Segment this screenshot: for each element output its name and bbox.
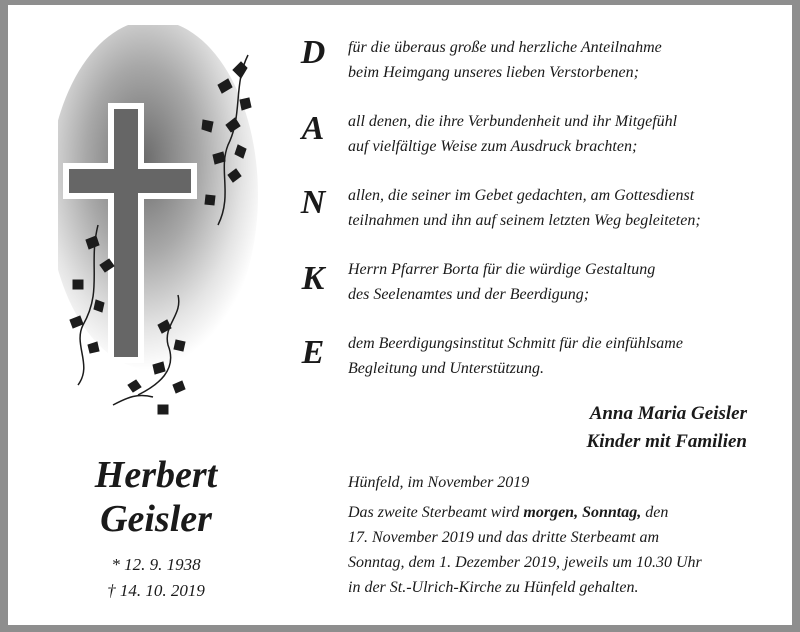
death-date: † 14. 10. 2019 xyxy=(107,581,205,600)
danke-paragraph-e xyxy=(348,331,788,381)
birth-date: * 12. 9. 1938 xyxy=(111,555,201,574)
deceased-first-name: Herbert xyxy=(94,454,218,496)
cross-ivy-illustration xyxy=(58,25,288,435)
danke-paragraph-d xyxy=(348,35,788,85)
signature-name: Anna Maria Geisler xyxy=(589,403,747,424)
notice-highlight: morgen, Sonntag, xyxy=(523,504,642,521)
danke-letter-e: E xyxy=(301,334,325,371)
notice-text: den xyxy=(641,504,669,521)
paragraph-line: Herrn Pfarrer Borta für die würdige Gestaltung xyxy=(348,261,656,278)
deceased-last-name: Geisler xyxy=(100,498,212,540)
service-notice xyxy=(348,500,788,600)
paragraph-line: dem Beerdigungsinstitut Schmitt für die einfühlsame xyxy=(348,335,683,352)
paragraph-line: teilnahmen und ihn auf seinem letzten Weg begleiteten; xyxy=(348,212,701,229)
paragraph-line: des Seelenamtes und der Beerdigung; xyxy=(348,286,590,303)
place-date: Hünfeld, im November 2019 xyxy=(348,474,530,491)
danke-letter-k: K xyxy=(301,260,325,297)
signature-family: Kinder mit Familien xyxy=(586,431,747,452)
paragraph-line: auf vielfältige Weise zum Ausdruck brachten; xyxy=(348,138,638,155)
danke-letter-n: N xyxy=(300,184,326,221)
danke-paragraph-k xyxy=(348,257,788,307)
notice-line xyxy=(348,500,788,525)
danke-letter-a: A xyxy=(301,110,325,147)
paragraph-line: beim Heimgang unseres lieben Verstorbenen; xyxy=(348,64,639,81)
danke-letter-d: D xyxy=(300,34,326,71)
notice-line: 17. November 2019 und das dritte Sterbeamt am xyxy=(348,529,660,546)
paragraph-line: all denen, die ihre Verbundenheit und ihr Mitgefühl xyxy=(348,113,678,130)
danke-paragraph-a xyxy=(348,109,788,159)
paragraph-line: Begleitung und Unterstützung. xyxy=(348,360,544,377)
notice-line: in der St.-Ulrich-Kirche zu Hünfeld gehalten. xyxy=(348,579,639,596)
paragraph-line: allen, die seiner im Gebet gedachten, am Gottesdienst xyxy=(348,187,695,204)
danke-paragraph-n xyxy=(348,183,788,233)
notice-line: Sonntag, dem 1. Dezember 2019, jeweils um 10.30 Uhr xyxy=(348,554,702,571)
paragraph-line: für die überaus große und herzliche Anteilnahme xyxy=(348,39,662,56)
notice-text: Das zweite Sterbeamt wird xyxy=(348,504,524,521)
